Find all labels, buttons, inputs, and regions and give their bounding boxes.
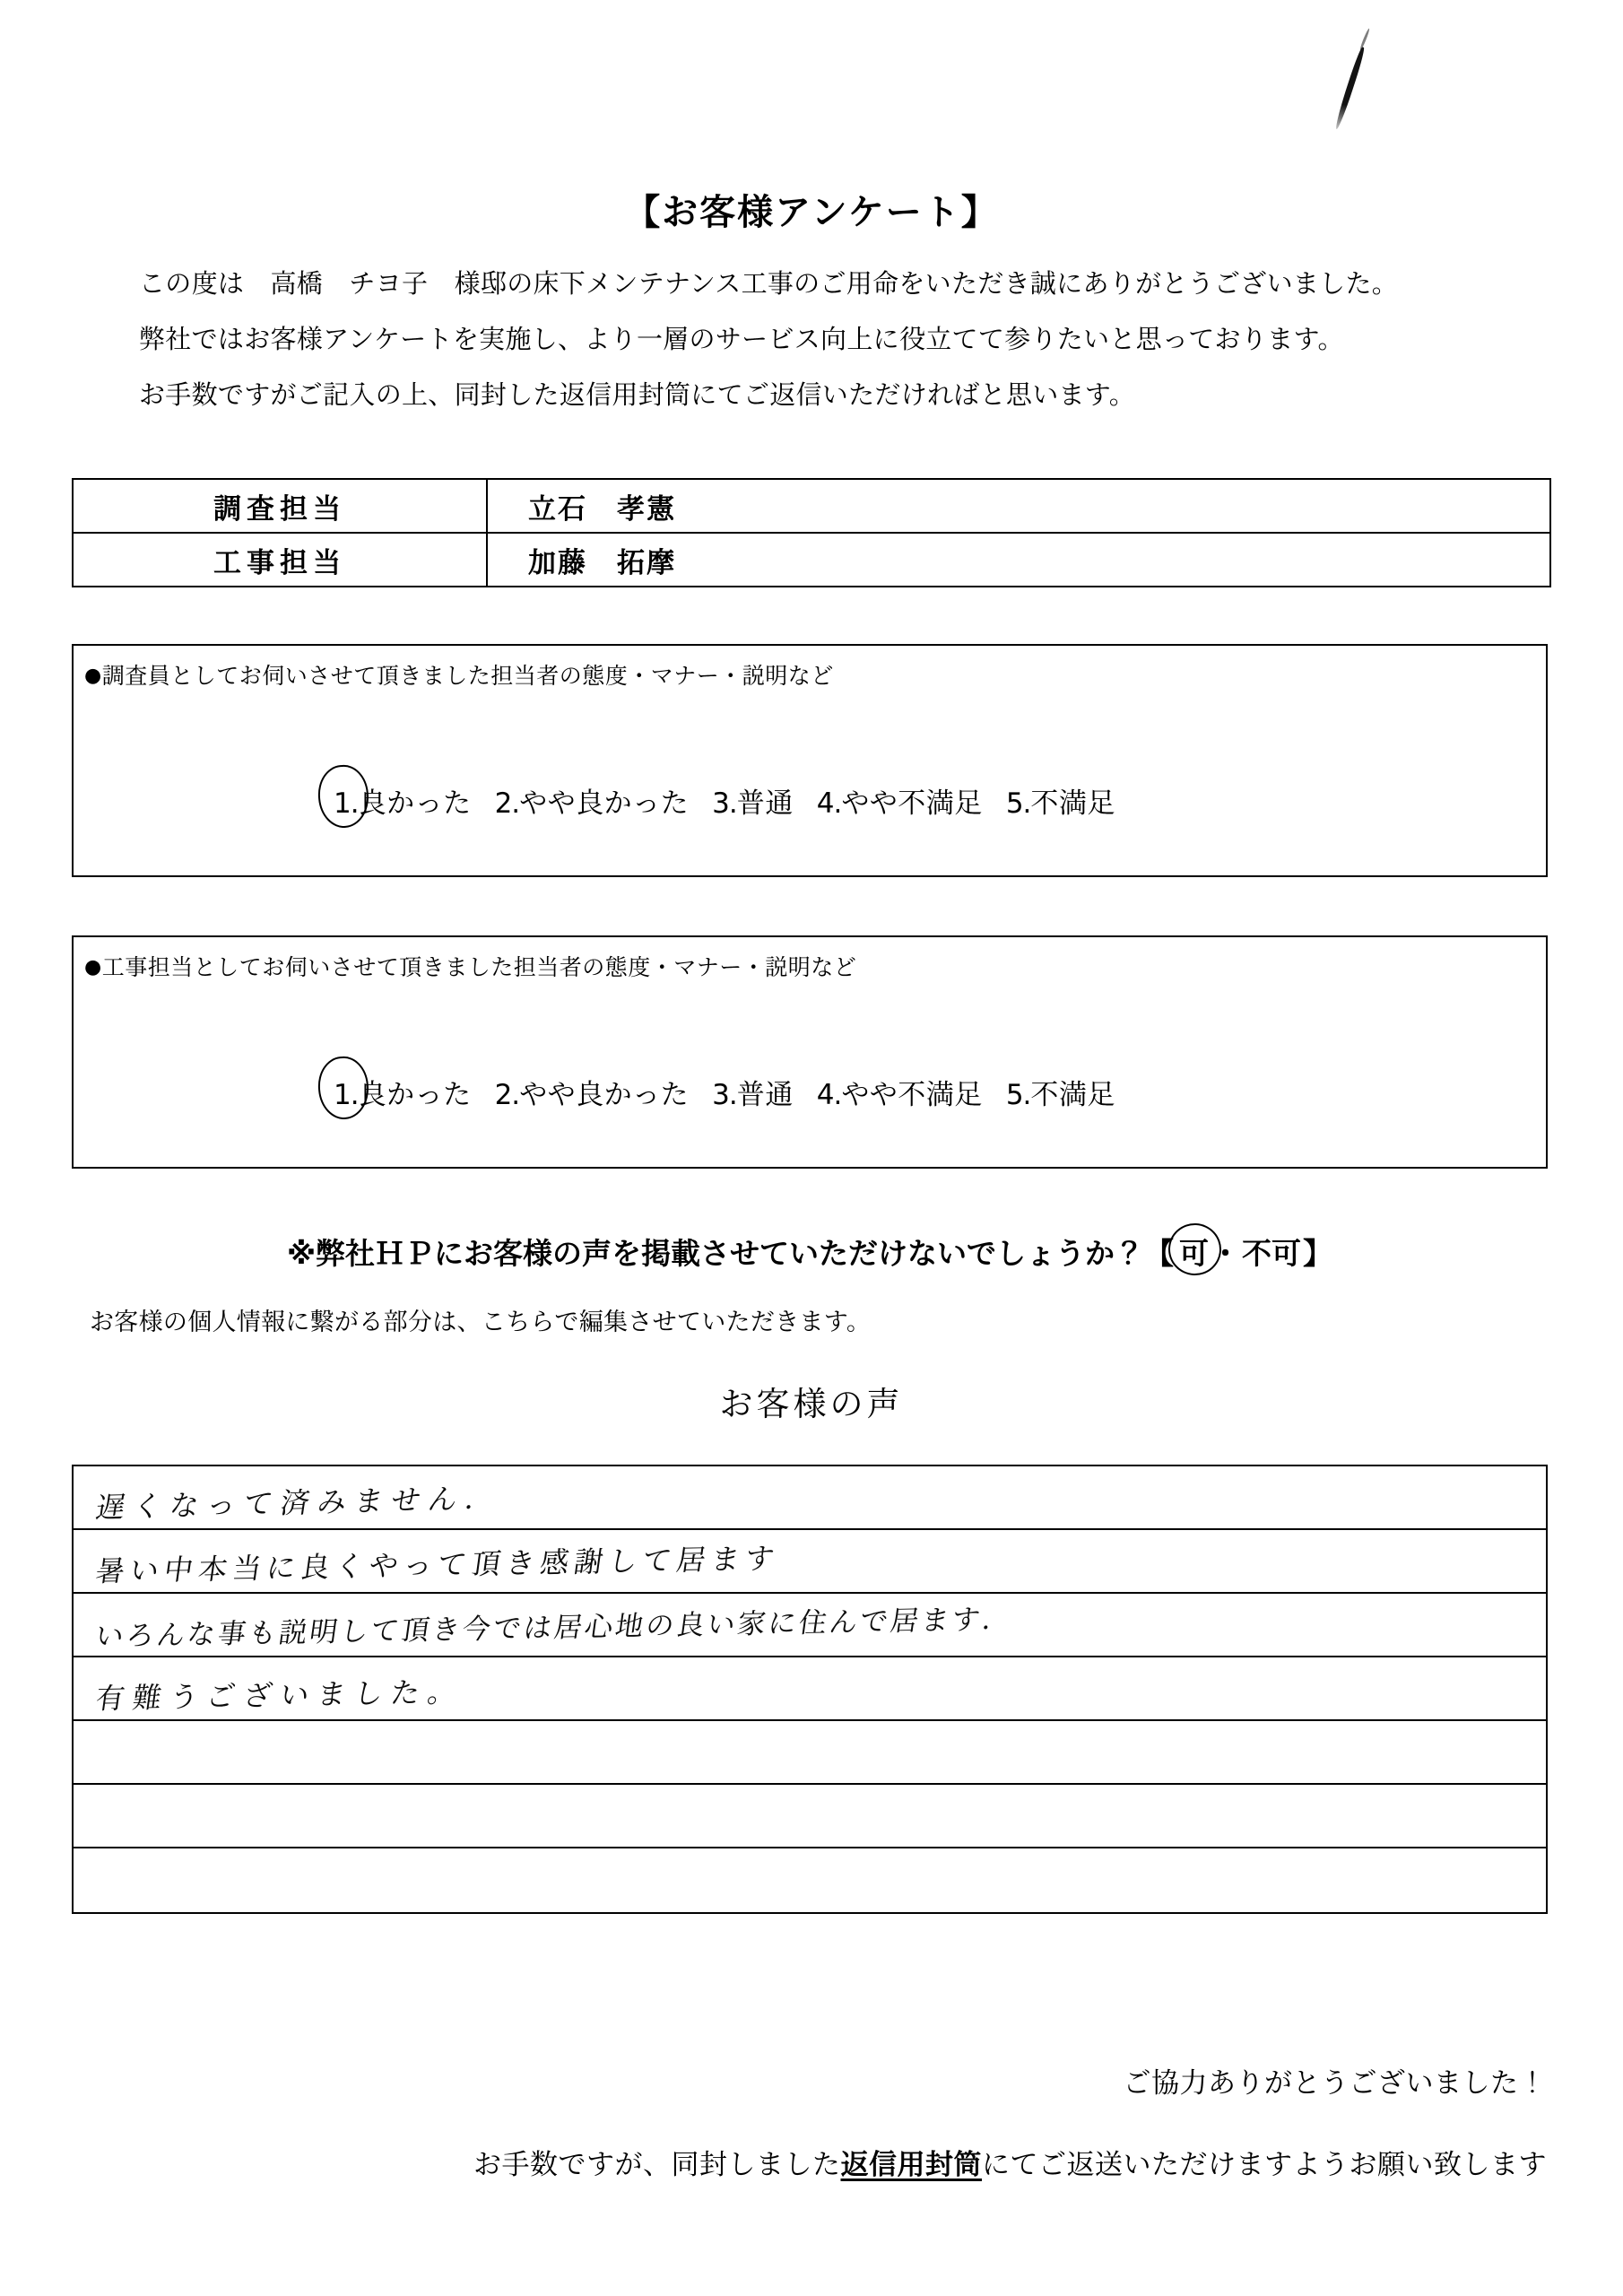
intro-line-2: 弊社ではお客様アンケートを実施し、より一層のサービス向上に役立てて参りたいと思っております。 [139, 324, 1344, 354]
question-prompt-text: 工事担当としてお伺いさせて頂きました担当者の態度・マナー・説明など [101, 954, 857, 980]
comment-row[interactable] [74, 1785, 1546, 1848]
table-row [73, 479, 1550, 533]
hp-permission-line [0, 1231, 1623, 1273]
rating-option-1-label: 良かった [358, 787, 472, 820]
comment-row[interactable] [74, 1848, 1546, 1912]
rating-option-1-number: 1. [334, 1079, 359, 1111]
staff-role-label-construction: 工事担当 [73, 533, 487, 587]
rating-option-5-number: 5. [1005, 1079, 1031, 1111]
bullet-icon: ● [84, 956, 102, 978]
rating-option-4[interactable] [817, 1072, 983, 1112]
hp-permission-question: ※弊社ＨＰにお客様の声を掲載させていただけないでしょうか？ [286, 1236, 1145, 1271]
rating-option-4-number: 4. [816, 787, 842, 820]
rating-option-3-number: 3. [712, 787, 737, 820]
rating-options-survey-staff [334, 780, 1139, 821]
hp-permission-allow[interactable]: 可 [1177, 1231, 1211, 1273]
rating-option-3[interactable] [712, 780, 794, 821]
comment-line-1: 遅くなって済みません. [93, 1481, 485, 1526]
rating-option-2[interactable] [495, 1072, 690, 1112]
bullet-icon: ● [84, 665, 102, 687]
footer-request [473, 2142, 1547, 2182]
rating-option-5-number: 5. [1005, 787, 1031, 820]
intro-paragraph [139, 256, 1511, 422]
staff-name-construction: 加藤 拓摩 [487, 533, 1550, 587]
question-box-construction-staff [72, 935, 1548, 1169]
rating-option-5[interactable] [1006, 1072, 1115, 1112]
question-prompt-survey-staff [84, 658, 834, 691]
footer-thanks: ご協力ありがとうございました！ [1123, 2067, 1547, 2100]
rating-option-1[interactable] [334, 1072, 472, 1112]
rating-option-4-label: やや不満足 [841, 1079, 983, 1111]
rating-option-2-label: やや良かった [519, 787, 690, 820]
bracket-close: 】 [1303, 1236, 1337, 1271]
footer-request-after: にてご返送いただけますようお願い致します [982, 2149, 1547, 2181]
rating-option-5-label: 不満足 [1030, 787, 1115, 820]
footer-request-before: お手数ですが、同封しました [473, 2149, 841, 2181]
comment-row[interactable] [74, 1657, 1546, 1721]
rating-option-5-label: 不満足 [1030, 1079, 1115, 1111]
rating-option-3-label: 普通 [736, 787, 794, 820]
rating-option-4[interactable] [817, 780, 983, 821]
page-title: 【お客様アンケート】 [624, 192, 999, 233]
comment-row[interactable] [74, 1721, 1546, 1785]
footer-request-underlined: 返信用封筒 [840, 2149, 982, 2181]
scan-artifact-pen-stroke [1333, 47, 1366, 130]
hp-permission-deny[interactable]: 不可 [1242, 1236, 1302, 1271]
table-row [73, 533, 1550, 587]
comment-line-4: 有難うございました。 [93, 1674, 467, 1717]
staff-name-survey: 立石 孝憲 [487, 479, 1550, 533]
comment-row[interactable] [74, 1466, 1546, 1530]
rating-option-4-label: やや不満足 [841, 787, 983, 820]
rating-option-3-label: 普通 [736, 1079, 794, 1111]
rating-option-2[interactable] [495, 780, 690, 821]
comment-row[interactable] [74, 1530, 1546, 1594]
privacy-note: お客様の個人情報に繋がる部分は、こちらで編集させていただきます。 [90, 1309, 872, 1336]
question-box-survey-staff [72, 644, 1548, 877]
question-prompt-construction-staff [84, 950, 856, 982]
rating-options-construction-staff [334, 1072, 1139, 1112]
rating-option-3[interactable] [712, 1072, 794, 1112]
comment-line-3: いろんな事も説明して頂き今では居心地の良い家に住んで居ます. [93, 1603, 996, 1654]
rating-option-5[interactable] [1006, 780, 1115, 821]
comment-row[interactable] [74, 1594, 1546, 1657]
rating-option-4-number: 4. [816, 1079, 842, 1111]
rating-option-3-number: 3. [712, 1079, 737, 1111]
rating-option-2-label: やや良かった [519, 1079, 690, 1111]
choice-separator: ・ [1211, 1236, 1241, 1271]
rating-option-1-number: 1. [334, 787, 359, 820]
rating-option-1-label: 良かった [358, 1079, 472, 1111]
staff-table [72, 478, 1551, 587]
voice-section-heading: お客様の声 [719, 1385, 904, 1423]
customer-comment-box[interactable] [72, 1465, 1548, 1914]
rating-option-2-number: 2. [494, 1079, 520, 1111]
comment-line-2: 暑い中本当に良くやって頂き感謝して居ます [93, 1541, 782, 1589]
rating-option-2-number: 2. [494, 787, 520, 820]
bracket-open: 【 [1144, 1236, 1178, 1271]
hp-permission-choices [1177, 1231, 1303, 1273]
intro-line-3: お手数ですがご記入の上、同封した返信用封筒にてご返信いただければと思います。 [139, 379, 1136, 410]
intro-line-1: この度は 高橋 チヨ子 様邸の床下メンテナンス工事のご用命をいただき誠にありがとうございました。 [139, 268, 1399, 299]
staff-role-label-survey: 調査担当 [73, 479, 487, 533]
question-prompt-text: 調査員としてお伺いさせて頂きました担当者の態度・マナー・説明など [101, 663, 834, 689]
rating-option-1[interactable] [334, 780, 472, 821]
